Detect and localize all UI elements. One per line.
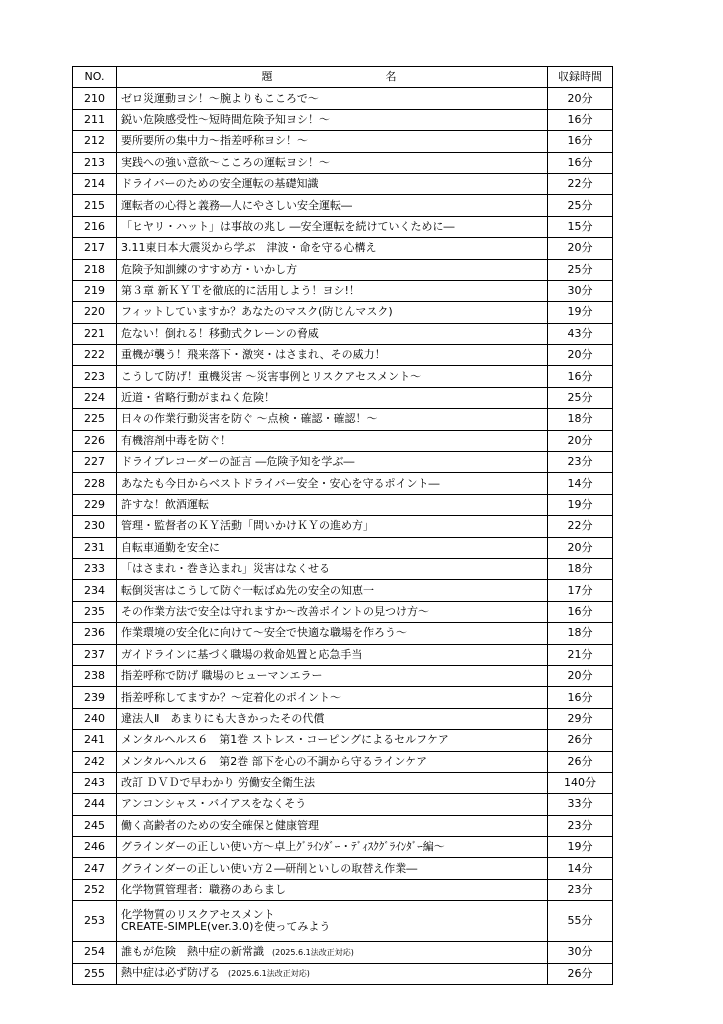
row-number: 234 [73,580,117,601]
row-title: 違法人Ⅱ あまりにも大きかったその代償 [117,708,548,729]
row-title: アンコンシャス・バイアスをなくそう [117,794,548,815]
table-row [73,772,613,793]
row-number: 239 [73,687,117,708]
table-row [73,623,613,644]
table-row [73,302,613,323]
row-number: 255 [73,963,117,984]
row-title: メンタルヘルス６ 第2巻 部下を心の不調から守るラインケア [117,751,548,772]
table-row [73,473,613,494]
row-title [117,963,548,984]
row-number: 226 [73,430,117,451]
row-number: 220 [73,302,117,323]
row-title: 「はさまれ・巻き込まれ」災害はなくせる [117,558,548,579]
table-row [73,815,613,836]
row-title: 作業環境の安全化に向けて～安全で快適な職場を作ろう～ [117,623,548,644]
row-title: 3.11東日本大震災から学ぶ 津波・命を守る心構え [117,238,548,259]
row-duration: 20分 [548,665,613,686]
row-number: 214 [73,173,117,194]
row-duration: 26分 [548,751,613,772]
table-row [73,516,613,537]
row-duration: 18分 [548,623,613,644]
table-row [73,687,613,708]
row-duration: 30分 [548,280,613,301]
row-duration: 17分 [548,580,613,601]
row-title: 日々の作業行動災害を防ぐ ～点検・確認・確認！～ [117,409,548,430]
row-duration: 25分 [548,259,613,280]
row-number: 230 [73,516,117,537]
row-title: 許すな！飲酒運転 [117,494,548,515]
table-row [73,580,613,601]
row-title: 自転車通勤を安全に [117,537,548,558]
row-duration: 22分 [548,173,613,194]
row-duration: 15分 [548,216,613,237]
row-duration: 25分 [548,387,613,408]
row-duration: 140分 [548,772,613,793]
table-row [73,879,613,900]
table-row [73,195,613,216]
row-duration: 16分 [548,152,613,173]
row-number: 218 [73,259,117,280]
row-title-text: 誰もが危険 熱中症の新常識 [121,944,264,958]
row-title: 要所要所の集中力～指差呼称ヨシ！～ [117,131,548,152]
row-number: 225 [73,409,117,430]
row-number: 228 [73,473,117,494]
row-note: (2025.6.1法改正対応) [272,947,354,957]
row-duration: 20分 [548,238,613,259]
row-title: 鋭い危険感受性～短時間危険予知ヨシ！～ [117,109,548,130]
table-row [73,387,613,408]
row-title: 改訂 ＤＶＤで早わかり 労働安全衛生法 [117,772,548,793]
header-title-a: 題 [261,70,279,84]
row-title: 運転者の心得と義務―人にやさしい安全運転― [117,195,548,216]
row-title: 実践への強い意欲～こころの運転ヨシ！～ [117,152,548,173]
row-title: メンタルヘルス６ 第1巻 ストレス・コーピングによるセルフケア [117,730,548,751]
table-row [73,665,613,686]
row-number: 247 [73,858,117,879]
row-number: 224 [73,387,117,408]
table-row [73,131,613,152]
row-title: グラインダーの正しい使い方２―研削といしの取替え作業― [117,858,548,879]
row-title: こうして防げ！重機災害 ～災害事例とリスクアセスメント～ [117,366,548,387]
row-title [117,901,548,942]
table-row [73,152,613,173]
row-number: 238 [73,665,117,686]
row-note: (2025.6.1法改正対応) [228,969,310,979]
table-row [73,963,613,984]
row-title-text: 熱中症は必ず防げる [121,966,220,980]
header-row [73,67,613,88]
row-duration: 25分 [548,195,613,216]
row-number: 252 [73,879,117,900]
row-number: 219 [73,280,117,301]
row-title [117,942,548,963]
row-title: 指差呼称で防げ 職場のヒューマンエラー [117,665,548,686]
row-duration: 55分 [548,901,613,942]
table-row [73,901,613,942]
row-duration: 20分 [548,537,613,558]
header-title-b: 名 [385,70,403,84]
row-title: 有機溶剤中毒を防ぐ！ [117,430,548,451]
row-number: 223 [73,366,117,387]
row-duration: 22分 [548,516,613,537]
table-row [73,259,613,280]
row-number: 241 [73,730,117,751]
row-title: 管理・監督者のＫＹ活動「問いかけＫＹの進め方」 [117,516,548,537]
row-duration: 23分 [548,452,613,473]
table-row [73,109,613,130]
row-title-line2: CREATE-SIMPLE(ver.3.0)を使ってみよう [121,920,331,934]
row-title: 重機が襲う！飛来落下・激突・はさまれ、その威力！ [117,345,548,366]
row-title: 働く高齢者のための安全確保と健康管理 [117,815,548,836]
row-number: 212 [73,131,117,152]
table-row [73,173,613,194]
row-number: 242 [73,751,117,772]
table-row [73,644,613,665]
table-row [73,494,613,515]
row-duration: 29分 [548,708,613,729]
row-duration: 18分 [548,558,613,579]
row-duration: 20分 [548,88,613,109]
table-row [73,216,613,237]
row-title-line1: 化学物質のリスクアセスメント [121,908,275,922]
row-number: 227 [73,452,117,473]
row-number: 211 [73,109,117,130]
table-row [73,537,613,558]
row-title: ガイドラインに基づく職場の救命処置と応急手当 [117,644,548,665]
video-catalog-table [72,66,613,985]
row-number: 253 [73,901,117,942]
row-title: フィットしていますか？あなたのマスク(防じんマスク) [117,302,548,323]
row-duration: 16分 [548,366,613,387]
row-duration: 33分 [548,794,613,815]
row-number: 235 [73,601,117,622]
row-title: 危ない！倒れる！移動式クレーンの脅威 [117,323,548,344]
table-row [73,730,613,751]
row-duration: 23分 [548,879,613,900]
row-duration: 16分 [548,131,613,152]
row-title: 転倒災害はこうして防ぐ一転ばぬ先の安全の知恵一 [117,580,548,601]
row-title: 化学物質管理者：職務のあらまし [117,879,548,900]
row-duration: 23分 [548,815,613,836]
row-duration: 19分 [548,494,613,515]
row-number: 254 [73,942,117,963]
row-duration: 30分 [548,942,613,963]
table-row [73,452,613,473]
table-row [73,88,613,109]
row-number: 222 [73,345,117,366]
table-body [73,88,613,985]
row-title: ゼロ災運動ヨシ！～腕よりもこころで～ [117,88,548,109]
row-number: 243 [73,772,117,793]
table-row [73,601,613,622]
table-row [73,837,613,858]
row-number: 216 [73,216,117,237]
table-row [73,558,613,579]
row-number: 237 [73,644,117,665]
row-duration: 21分 [548,644,613,665]
table-row [73,708,613,729]
table-row [73,323,613,344]
table-row [73,430,613,451]
row-number: 217 [73,238,117,259]
row-number: 221 [73,323,117,344]
row-number: 229 [73,494,117,515]
table-row [73,794,613,815]
row-title: 近道・省略行動がまねく危険！ [117,387,548,408]
row-number: 213 [73,152,117,173]
row-title: ドライブレコーダーの証言 ―危険予知を学ぶ― [117,452,548,473]
table-row [73,751,613,772]
row-duration: 19分 [548,302,613,323]
header-title [117,67,548,88]
row-title: 危険予知訓練のすすめ方・いかし方 [117,259,548,280]
table-row [73,858,613,879]
row-title: 第３章 新ＫＹＴを徹底的に活用しよう！ヨシ!！ [117,280,548,301]
row-title: グラインダーの正しい使い方～卓上ｸﾞﾗｲﾝﾀﾞｰ・ﾃﾞｨｽｸｸﾞﾗｲﾝﾀﾞｰ編～ [117,837,548,858]
row-duration: 16分 [548,109,613,130]
header-time: 収録時間 [548,67,613,88]
row-number: 245 [73,815,117,836]
row-duration: 43分 [548,323,613,344]
row-title: ドライバーのための安全運転の基礎知識 [117,173,548,194]
row-duration: 16分 [548,687,613,708]
table-row [73,238,613,259]
row-duration: 20分 [548,430,613,451]
row-duration: 19分 [548,837,613,858]
row-number: 240 [73,708,117,729]
table-row [73,345,613,366]
header-no: NO. [73,67,117,88]
row-number: 233 [73,558,117,579]
row-duration: 16分 [548,601,613,622]
table-row [73,942,613,963]
row-number: 236 [73,623,117,644]
row-title: 指差呼称してますか？～定着化のポイント～ [117,687,548,708]
row-duration: 18分 [548,409,613,430]
table-row [73,366,613,387]
row-duration: 20分 [548,345,613,366]
row-duration: 26分 [548,963,613,984]
row-title: あなたも今日からベストドライバー安全・安心を守るポイント― [117,473,548,494]
row-title: その作業方法で安全は守れますか～改善ポイントの見つけ方～ [117,601,548,622]
row-number: 215 [73,195,117,216]
row-number: 246 [73,837,117,858]
table-row [73,409,613,430]
row-number: 244 [73,794,117,815]
row-duration: 14分 [548,858,613,879]
row-duration: 26分 [548,730,613,751]
table-row [73,280,613,301]
row-number: 210 [73,88,117,109]
row-title: 「ヒヤリ・ハット」は事故の兆し ―安全運転を続けていくために― [117,216,548,237]
row-number: 231 [73,537,117,558]
row-duration: 14分 [548,473,613,494]
